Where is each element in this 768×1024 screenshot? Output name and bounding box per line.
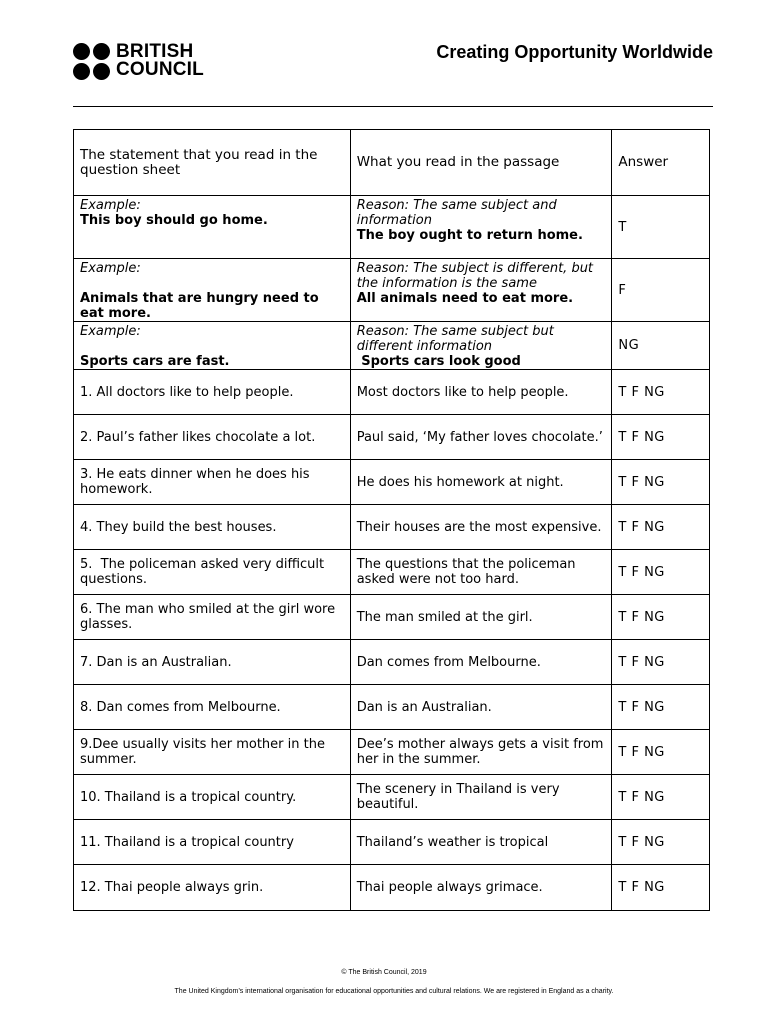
answer-options[interactable]: T F NG xyxy=(612,550,710,595)
example-label: Example: xyxy=(80,198,141,213)
answer-options[interactable]: T F NG xyxy=(612,685,710,730)
question-statement: 5. The policeman asked very difficult questions. xyxy=(74,550,351,595)
example-passage: All animals need to eat more. xyxy=(356,291,574,306)
question-row xyxy=(74,640,710,685)
question-row xyxy=(74,775,710,820)
example-statement: Sports cars are fast. xyxy=(80,354,230,369)
answer-options[interactable]: T F NG xyxy=(612,820,710,865)
question-row xyxy=(74,550,710,595)
logo-dots-icon xyxy=(73,43,110,80)
question-statement: 8. Dan comes from Melbourne. xyxy=(74,685,351,730)
question-statement: 10. Thailand is a tropical country. xyxy=(74,775,351,820)
example-reason: Reason: The same subject and information xyxy=(356,198,557,228)
question-statement: 7. Dan is an Australian. xyxy=(74,640,351,685)
question-row xyxy=(74,685,710,730)
example-statement: Animals that are hungry need to eat more. xyxy=(80,291,319,321)
example-answer: T xyxy=(612,196,710,259)
example-answer: F xyxy=(612,259,710,322)
header-answer: Answer xyxy=(612,130,710,196)
logo-line-2: COUNCIL xyxy=(116,59,204,80)
header-passage: What you read in the passage xyxy=(350,130,612,196)
question-passage: Thailand’s weather is tropical xyxy=(350,820,612,865)
logo-wordmark xyxy=(116,43,204,79)
answer-options[interactable]: T F NG xyxy=(612,460,710,505)
answer-options[interactable]: T F NG xyxy=(612,865,710,911)
question-statement: 4. They build the best houses. xyxy=(74,505,351,550)
answer-options[interactable]: T F NG xyxy=(612,775,710,820)
question-passage: Dan comes from Melbourne. xyxy=(350,640,612,685)
british-council-logo xyxy=(73,41,204,81)
example-reason: Reason: The same subject but different information xyxy=(356,324,554,354)
question-passage: Dee’s mother always gets a visit from her in the summer. xyxy=(350,730,612,775)
logo-line-1: BRITISH xyxy=(116,41,194,62)
question-passage: The questions that the policeman asked were not too hard. xyxy=(350,550,612,595)
question-passage: Their houses are the most expensive. xyxy=(350,505,612,550)
question-row xyxy=(74,460,710,505)
question-statement: 3. He eats dinner when he does his homework. xyxy=(74,460,351,505)
question-statement: 6. The man who smiled at the girl wore glasses. xyxy=(74,595,351,640)
example-statement: This boy should go home. xyxy=(80,213,268,228)
example-row xyxy=(74,196,710,259)
answer-options[interactable]: T F NG xyxy=(612,415,710,460)
question-row xyxy=(74,865,710,911)
example-answer: NG xyxy=(612,322,710,370)
header-divider xyxy=(73,106,713,107)
answer-options[interactable]: T F NG xyxy=(612,640,710,685)
question-row xyxy=(74,820,710,865)
question-row xyxy=(74,730,710,775)
table-header-row xyxy=(74,130,710,196)
question-statement: 9.Dee usually visits her mother in the summer. xyxy=(74,730,351,775)
question-statement: 2. Paul’s father likes chocolate a lot. xyxy=(74,415,351,460)
header-statement: The statement that you read in the question sheet xyxy=(74,130,351,196)
tagline: Creating Opportunity Worldwide xyxy=(436,42,713,62)
example-reason: Reason: The subject is different, but the information is the same xyxy=(356,261,594,291)
answer-options[interactable]: T F NG xyxy=(612,370,710,415)
footer-notice: The United Kingdom’s international organisation for educational opportunities and cultural relations. We are registered in England as a charity. xyxy=(174,988,614,995)
true-false-notgiven-table xyxy=(73,129,710,911)
question-statement: 1. All doctors like to help people. xyxy=(74,370,351,415)
answer-options[interactable]: T F NG xyxy=(612,730,710,775)
question-passage: He does his homework at night. xyxy=(350,460,612,505)
question-passage: The scenery in Thailand is very beautiful. xyxy=(350,775,612,820)
footer-copyright: © The British Council, 2019 xyxy=(341,969,427,976)
question-passage: Dan is an Australian. xyxy=(350,685,612,730)
question-passage: The man smiled at the girl. xyxy=(350,595,612,640)
example-label: Example: xyxy=(80,324,141,339)
question-row xyxy=(74,415,710,460)
question-row xyxy=(74,595,710,640)
example-passage: Sports cars look good xyxy=(356,354,521,369)
answer-options[interactable]: T F NG xyxy=(612,595,710,640)
question-row xyxy=(74,370,710,415)
question-row xyxy=(74,505,710,550)
question-passage: Most doctors like to help people. xyxy=(350,370,612,415)
answer-options[interactable]: T F NG xyxy=(612,505,710,550)
example-label: Example: xyxy=(80,261,141,276)
example-passage: The boy ought to return home. xyxy=(356,228,583,243)
example-row xyxy=(74,322,710,370)
question-statement: 11. Thailand is a tropical country xyxy=(74,820,351,865)
question-passage: Thai people always grimace. xyxy=(350,865,612,911)
question-statement: 12. Thai people always grin. xyxy=(74,865,351,911)
question-passage: Paul said, ‘My father loves chocolate.’ xyxy=(350,415,612,460)
example-row xyxy=(74,259,710,322)
